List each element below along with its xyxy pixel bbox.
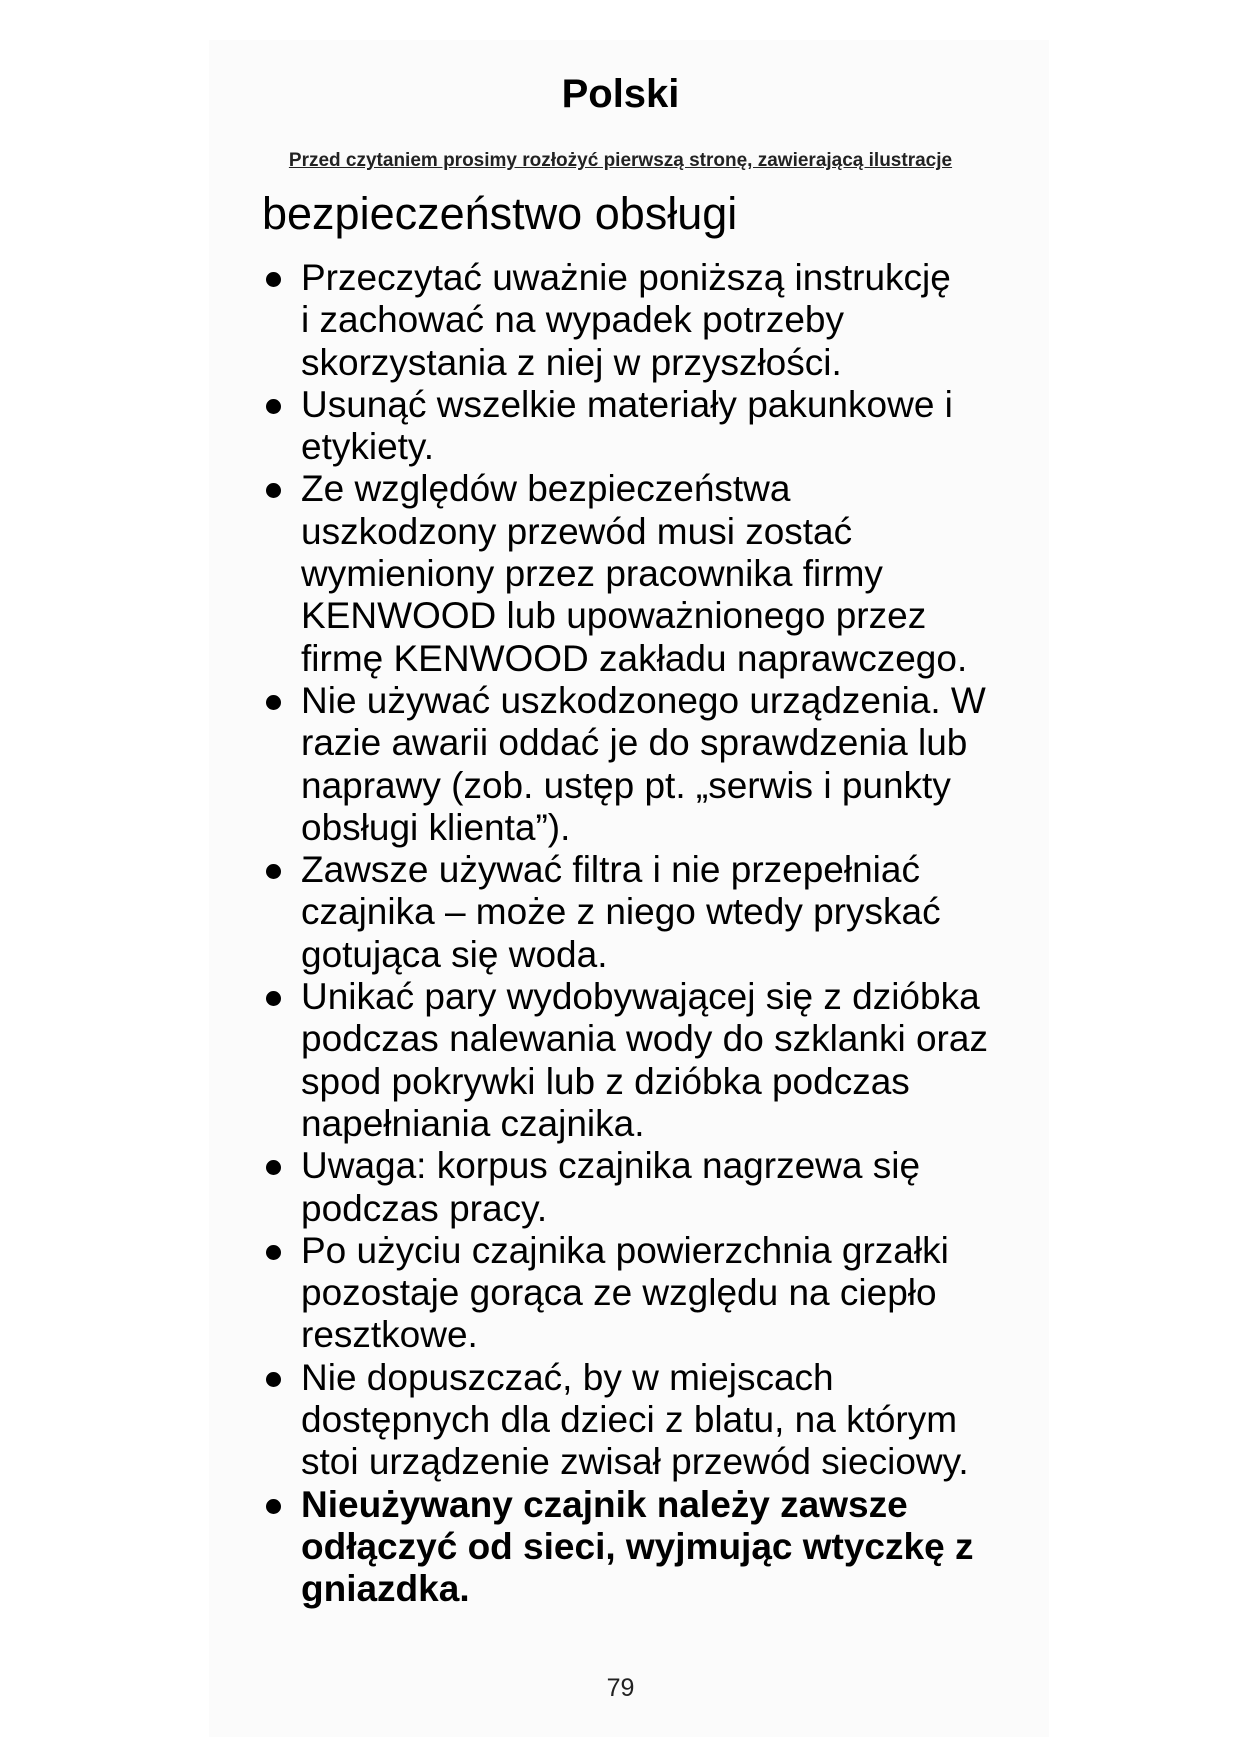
- list-item-line: Nie używać uszkodzonego urządzenia. W: [301, 679, 986, 721]
- bullet-icon: [266, 399, 281, 414]
- bullet-icon: [266, 695, 281, 710]
- list-item-line: Usunąć wszelkie materiały pakunkowe i: [301, 383, 953, 425]
- list-item-line: pozostaje gorąca ze względu na ciepło: [301, 1272, 937, 1314]
- list-item-line: stoi urządzenie zwisał przewód sieciowy.: [301, 1441, 969, 1483]
- list-item: [262, 680, 988, 849]
- list-item-line: Po użyciu czajnika powierzchnia grzałki: [301, 1229, 949, 1271]
- list-item-line: Unikać pary wydobywającej się z dzióbka: [301, 976, 980, 1018]
- list-item: [262, 849, 988, 976]
- list-item: [262, 384, 988, 469]
- list-item-line: Uwaga: korpus czajnika nagrzewa się: [301, 1145, 921, 1187]
- list-item: [262, 1484, 988, 1611]
- list-item-line: napełniania czajnika.: [301, 1102, 645, 1144]
- list-item-line: Nieużywany czajnik należy zawsze: [301, 1483, 908, 1525]
- list-item-line: podczas pracy.: [301, 1187, 548, 1229]
- list-item-line: Przeczytać uważnie poniższą instrukcję: [301, 257, 951, 298]
- bullet-icon: [266, 991, 281, 1006]
- list-item-line: naprawy (zob. ustęp pt. „serwis i punkty: [301, 764, 951, 806]
- list-item-line: KENWOOD lub upoważnionego przez: [301, 595, 927, 637]
- list-item: [262, 976, 988, 1145]
- page-number: 79: [606, 1674, 635, 1702]
- list-item-line: czajnika – może z niego wtedy pryskać: [301, 891, 941, 933]
- list-item-line: podczas nalewania wody do szklanki oraz: [301, 1018, 988, 1060]
- list-item-line: gniazdka.: [301, 1568, 470, 1610]
- list-item: [262, 468, 988, 679]
- list-item-line: wymieniony przez pracownika firmy: [301, 553, 883, 595]
- page-title: Polski: [561, 72, 680, 116]
- list-item-line: gotująca się woda.: [301, 933, 608, 975]
- safety-list: [262, 257, 988, 1611]
- list-item-line: Zawsze używać filtra i nie przepełniać: [301, 849, 920, 891]
- list-item: [262, 1230, 988, 1357]
- list-item-line: resztkowe.: [301, 1314, 478, 1356]
- bullet-icon: [266, 864, 281, 879]
- section-heading: bezpieczeństwo obsługi: [262, 188, 738, 239]
- list-item-line: odłączyć od sieci, wyjmując wtyczkę z: [301, 1525, 974, 1567]
- bullet-icon: [266, 1160, 281, 1175]
- list-item: [262, 257, 988, 384]
- list-item-line: i zachować na wypadek potrzeby: [301, 299, 844, 341]
- list-item-line: obsługi klienta”).: [301, 806, 571, 848]
- list-item-line: Ze względów bezpieczeństwa: [301, 468, 791, 510]
- list-item-line: uszkodzony przewód musi zostać: [301, 510, 853, 552]
- bullet-icon: [266, 1245, 281, 1260]
- list-item-line: dostępnych dla dzieci z blatu, na którym: [301, 1399, 958, 1441]
- bullet-icon: [266, 1372, 281, 1387]
- list-item-line: Nie dopuszczać, by w miejscach: [301, 1356, 834, 1398]
- instruction-note: Przed czytaniem prosimy rozłożyć pierwszą stronę, zawierającą ilustracje: [288, 150, 953, 171]
- list-item-line: skorzystania z niej w przyszłości.: [301, 341, 842, 383]
- list-item-line: firmę KENWOOD zakładu naprawczego.: [301, 637, 968, 679]
- list-item-line: razie awarii oddać je do sprawdzenia lub: [301, 722, 968, 764]
- list-item-line: spod pokrywki lub z dzióbka podczas: [301, 1060, 910, 1102]
- bullet-icon: [266, 1499, 281, 1514]
- list-item: [262, 1145, 988, 1230]
- list-item: [262, 1357, 988, 1484]
- bullet-icon: [266, 483, 281, 498]
- list-item-line: etykiety.: [301, 426, 434, 468]
- bullet-icon: [266, 272, 281, 287]
